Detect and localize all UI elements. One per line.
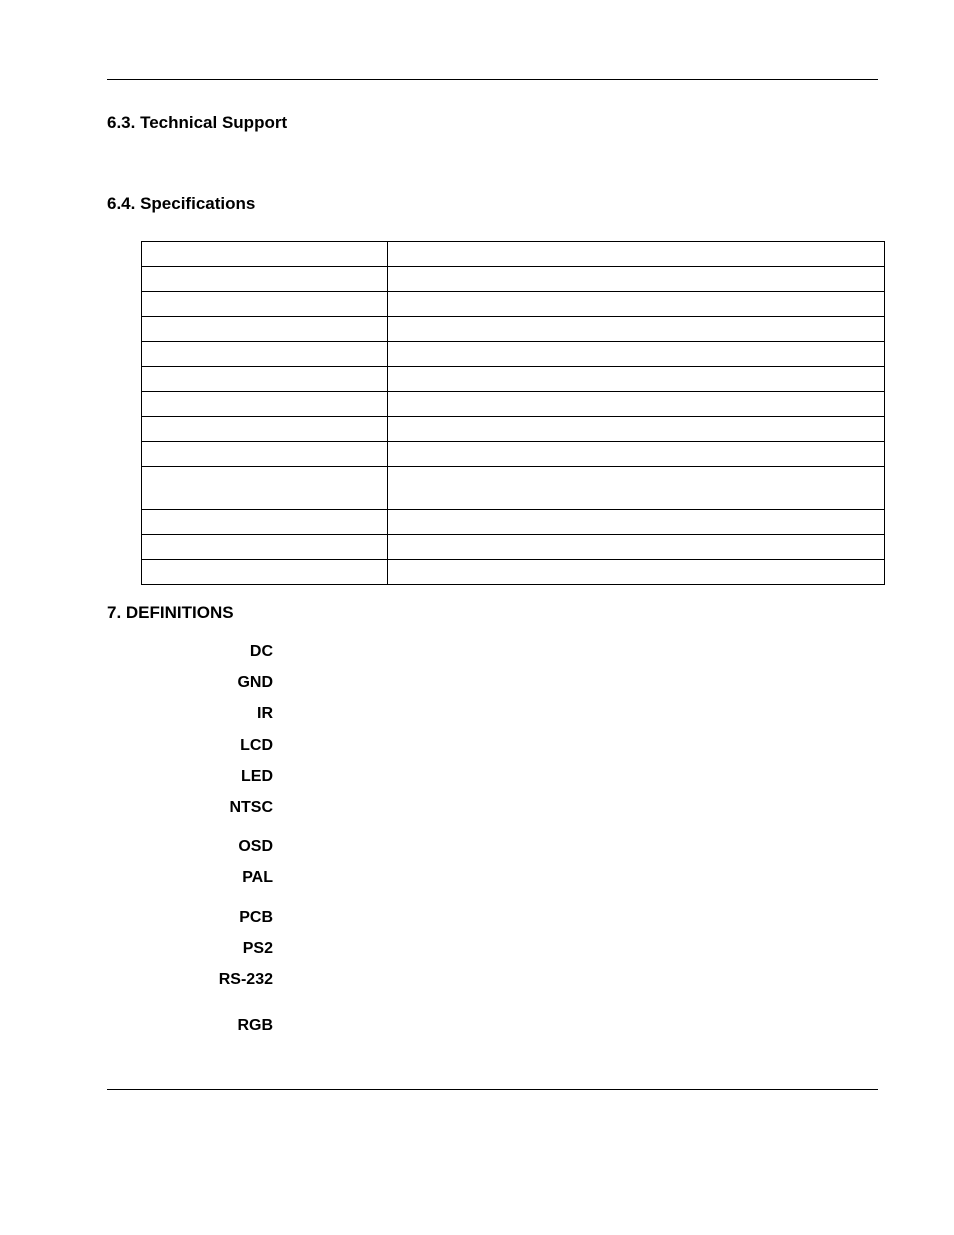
definition-term: DC (249, 643, 273, 660)
header-rule (107, 79, 878, 80)
footer-rule (107, 1089, 878, 1090)
spec-value (388, 442, 885, 467)
definition-term: GND (237, 674, 273, 691)
table-row (142, 342, 885, 367)
spec-label (142, 317, 388, 342)
definition-term: RGB (237, 1017, 273, 1034)
definition-term: NTSC (229, 799, 273, 816)
spec-value (388, 560, 885, 585)
table-row (142, 417, 885, 442)
spec-label (142, 242, 388, 267)
spec-label (142, 510, 388, 535)
spec-value (388, 367, 885, 392)
spec-value (388, 392, 885, 417)
spec-value (388, 342, 885, 367)
technical-support-heading: 6.3. Technical Support (107, 113, 288, 132)
table-row (142, 535, 885, 560)
table-row (142, 442, 885, 467)
definition-term: IR (257, 705, 273, 722)
table-row (142, 467, 885, 510)
spec-value (388, 292, 885, 317)
spec-label (142, 417, 388, 442)
definition-term: LED (241, 768, 273, 785)
definition-term: PCB (239, 909, 273, 926)
spec-value (388, 267, 885, 292)
definitions-heading: 7. DEFINITIONS (107, 603, 234, 622)
spec-value (388, 535, 885, 560)
table-row (142, 317, 885, 342)
table-row (142, 560, 885, 585)
spec-label (142, 292, 388, 317)
spec-value (388, 467, 885, 510)
definition-term: RS-232 (218, 971, 273, 988)
table-row (142, 392, 885, 417)
spec-label (142, 392, 388, 417)
spec-label (142, 367, 388, 392)
spec-value (388, 417, 885, 442)
spec-value (388, 242, 885, 267)
definition-term: PAL (242, 869, 273, 886)
table-row (142, 510, 885, 535)
table-row (142, 292, 885, 317)
spec-value (388, 510, 885, 535)
table-row (142, 267, 885, 292)
spec-label (142, 535, 388, 560)
specifications-heading: 6.4. Specifications (107, 194, 256, 213)
specifications-table (141, 241, 885, 585)
definition-term: LCD (240, 737, 273, 754)
spec-label (142, 442, 388, 467)
spec-label (142, 267, 388, 292)
spec-label (142, 467, 388, 510)
spec-label (142, 560, 388, 585)
definition-term: PS2 (242, 940, 273, 957)
table-row (142, 242, 885, 267)
definition-term: OSD (238, 838, 273, 855)
spec-label (142, 342, 388, 367)
spec-value (388, 317, 885, 342)
table-row (142, 367, 885, 392)
